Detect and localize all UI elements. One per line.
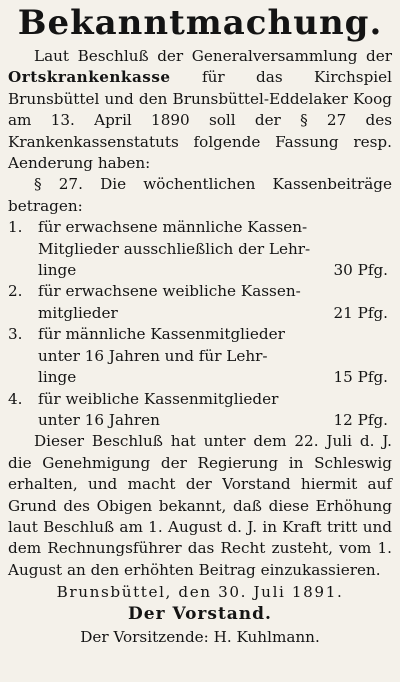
signature-title: Der Vorstand. (128, 604, 272, 625)
item-text: Mitglieder ausschließlich der Lehr- (38, 239, 311, 258)
place-date: Brunsbüttel, den 30. Juli 1891. (56, 583, 344, 602)
item-text: für erwachsene männliche Kassen- (38, 218, 308, 237)
item-text: linge (38, 261, 77, 280)
item-text: unter 16 Jahren und für Lehr- (38, 346, 268, 365)
list-item (8, 281, 392, 324)
item-text: für erwachsene weibliche Kassen- (38, 282, 301, 301)
contribution-list (8, 217, 392, 431)
item-final-line (8, 410, 392, 431)
item-number: 1. (8, 218, 23, 237)
item-text: unter 16 Jahren (38, 410, 160, 429)
list-item (8, 324, 392, 388)
signature-line: Der Vorsitzende: H. Kuhlmann. (80, 628, 320, 647)
item-price: 15 Pfg. (333, 368, 388, 387)
intro-paragraph (8, 46, 392, 174)
company-name: Ortskrankenkasse (8, 68, 171, 87)
section-heading: § 27. Die wöchentlichen Kassenbeiträge betragen: (8, 175, 392, 215)
list-item (8, 389, 392, 432)
notice-title: Bekanntmachung. (17, 3, 383, 43)
intro-text-1: Laut Beschluß der Generalversammlung der (34, 47, 392, 65)
item-text: für weibliche Kassenmitglieder (38, 389, 279, 408)
item-text: mitglieder (38, 303, 118, 322)
item-number: 3. (8, 325, 23, 344)
item-final-line (8, 367, 392, 388)
item-final-line (8, 260, 392, 281)
item-final-line (8, 303, 392, 324)
item-text: für männliche Kassenmitglieder (38, 325, 285, 344)
intro-text-2: für das Kirchspiel Brunsbüttel und den Brunsbüttel-Eddelaker Koog am 13. April 1890 soll der § 27 des Krankenkassenstatuts folgende Fassung resp. Aenderung haben: (8, 68, 393, 173)
closing-paragraph: Dieser Beschluß hat unter dem 22. Juli d. J. die Genehmigung der Regierung in Schleswig erhalten, und macht der Vorstand hiermit auf Grund des Obigen bekannt, daß diese Erhöhung laut Beschluß am 1. August d. J. in Kraft tritt und dem Rechnungsführer das Recht zusteht, vom 1. August an den erhöhten Beitrag einzukassieren. (8, 432, 392, 579)
item-price: 21 Pfg. (333, 303, 388, 322)
list-item (8, 217, 392, 281)
item-number: 4. (8, 389, 23, 408)
item-number: 2. (8, 282, 23, 301)
item-price: 12 Pfg. (333, 410, 388, 429)
item-price: 30 Pfg. (333, 261, 388, 280)
item-text: linge (38, 368, 77, 387)
